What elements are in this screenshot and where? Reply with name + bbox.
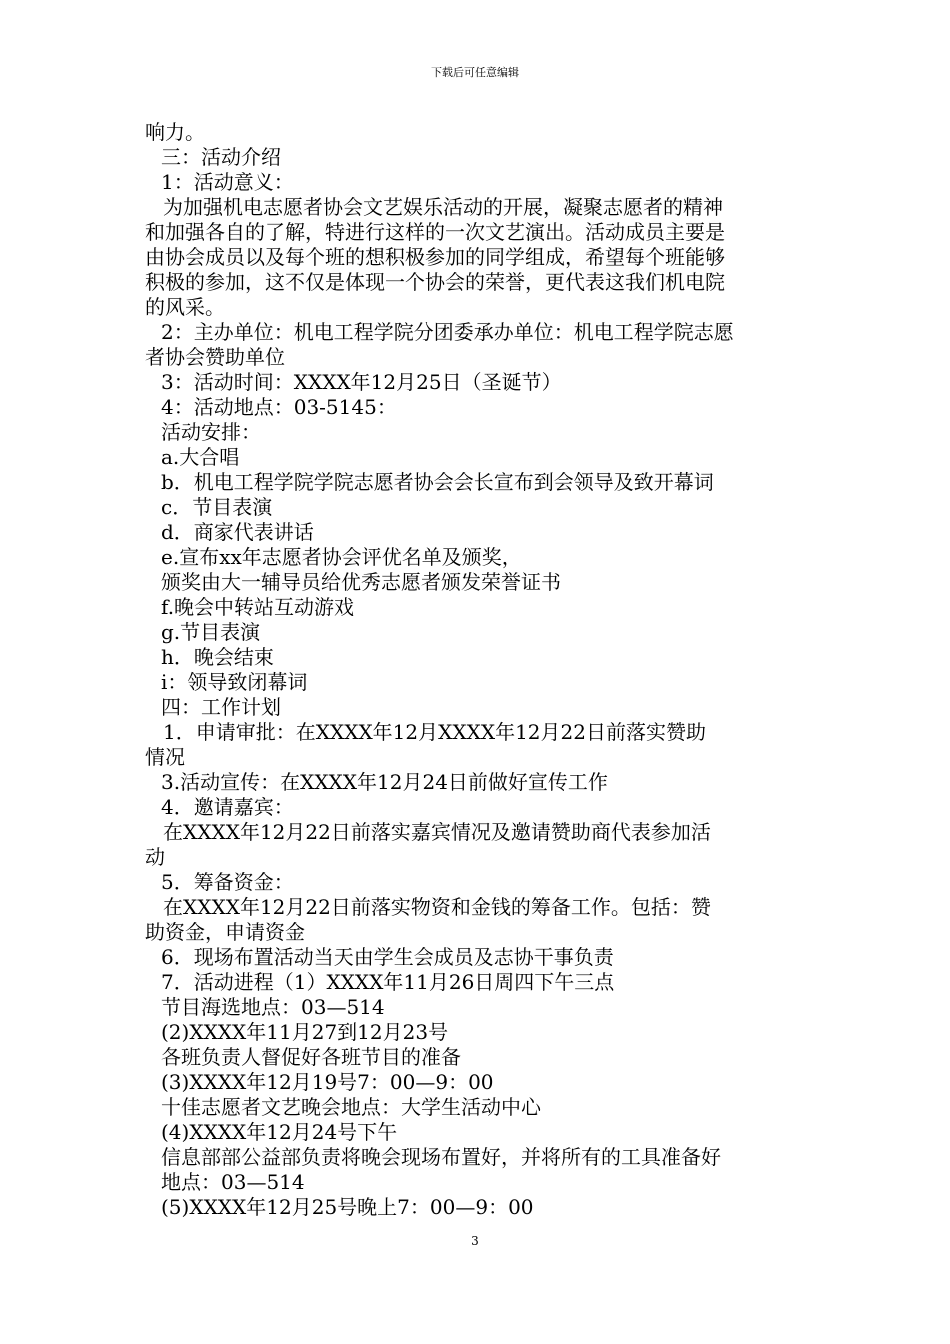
text-line: 3：活动时间：XXXX年12月25日（圣诞节） [161, 370, 562, 394]
text-line: 颁奖由大一辅导员给优秀志愿者颁发荣誉证书 [161, 570, 561, 594]
text-line: 助资金，申请资金 [145, 920, 305, 944]
text-line: 4．邀请嘉宾： [161, 795, 294, 819]
text-line: 5．筹备资金： [161, 870, 294, 894]
text-line: 1．申请审批：在XXXX年12月XXXX年12月22日前落实赞助 [163, 720, 706, 744]
text-line: 动 [145, 845, 165, 869]
text-line: 由协会成员以及每个班的想积极参加的同学组成，希望每个班能够 [145, 245, 725, 269]
document-body [145, 120, 810, 1220]
text-line: 的风采。 [145, 295, 225, 319]
text-line: 积极的参加，这不仅是体现一个协会的荣誉，更代表这我们机电院 [145, 270, 725, 294]
text-line: 3.活动宣传：在XXXX年12月24日前做好宣传工作 [161, 770, 608, 794]
text-line: 7．活动进程（1）XXXX年11月26日周四下午三点 [161, 970, 615, 994]
text-line: 响力。 [145, 120, 205, 144]
text-line: b．机电工程学院学院志愿者协会会长宣布到会领导及致开幕词 [161, 470, 714, 494]
text-line: i：领导致闭幕词 [161, 670, 308, 694]
text-line: 和加强各自的了解，特进行这样的一次文艺演出。活动成员主要是 [145, 220, 725, 244]
text-line: 为加强机电志愿者协会文艺娱乐活动的开展，凝聚志愿者的精神 [163, 195, 723, 219]
text-line: 者协会赞助单位 [145, 345, 285, 369]
text-line: 四：工作计划 [161, 695, 281, 719]
text-line: g.节目表演 [161, 620, 261, 644]
text-line: 三：活动介绍 [161, 145, 281, 169]
text-line: (3)XXXX年12月19号7：00—9：00 [161, 1070, 494, 1094]
text-line: h．晚会结束 [161, 645, 274, 669]
text-line: e.宣布xx年志愿者协会评优名单及颁奖， [161, 545, 522, 569]
page-header: 下载后可任意编辑 [431, 66, 519, 79]
text-line: 2：主办单位：机电工程学院分团委承办单位：机电工程学院志愿 [161, 320, 734, 344]
text-line: f.晚会中转站互动游戏 [161, 595, 355, 619]
text-line: 在XXXX年12月22日前落实物资和金钱的筹备工作。包括：赞 [163, 895, 711, 919]
text-line: 1：活动意义： [161, 170, 294, 194]
text-line: 各班负责人督促好各班节目的准备 [161, 1045, 461, 1069]
text-line: 地点：03—514 [161, 1170, 305, 1194]
text-line: 节目海选地点：03—514 [161, 995, 385, 1019]
text-line: 6．现场布置活动当天由学生会成员及志协干事负责 [161, 945, 614, 969]
text-line: 信息部部公益部负责将晚会现场布置好，并将所有的工具准备好 [161, 1145, 721, 1169]
text-line: 在XXXX年12月22日前落实嘉宾情况及邀请赞助商代表参加活 [163, 820, 711, 844]
text-line: (4)XXXX年12月24号下午 [161, 1120, 398, 1144]
text-line: 十佳志愿者文艺晚会地点：大学生活动中心 [161, 1095, 541, 1119]
text-line: 活动安排： [161, 420, 261, 444]
text-line: 情况 [145, 745, 185, 769]
text-line: d．商家代表讲话 [161, 520, 314, 544]
text-line: c．节目表演 [161, 495, 273, 519]
text-line: 4：活动地点：03-5145： [161, 395, 397, 419]
text-line: (5)XXXX年12月25号晚上7：00—9：00 [161, 1195, 534, 1219]
page-number: 3 [471, 1234, 479, 1248]
text-line: (2)XXXX年11月27到12月23号 [161, 1020, 449, 1044]
text-line: a.大合唱 [161, 445, 240, 469]
